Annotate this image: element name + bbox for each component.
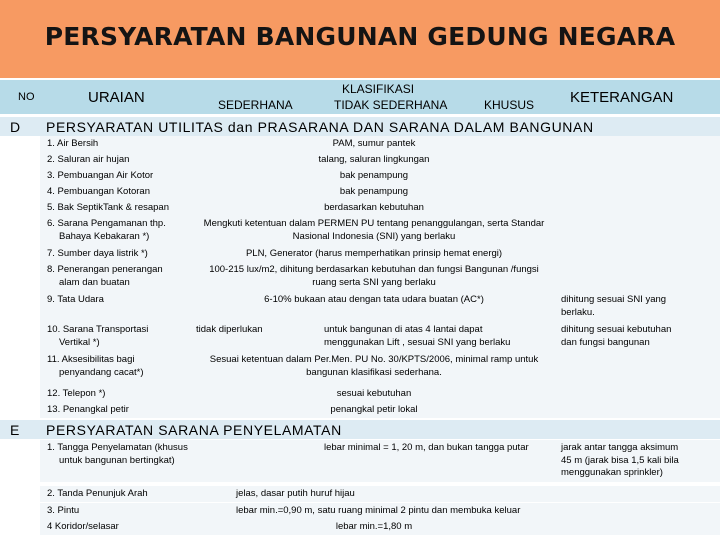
row-label-line: 12. Telepon *) xyxy=(47,388,106,399)
row-value-line: sesuai kebutuhan xyxy=(336,388,412,399)
row-value xyxy=(196,354,552,379)
row-value xyxy=(196,521,552,534)
header-khusus: KHUSUS xyxy=(484,98,535,112)
row-keterangan-line: dan fungsi bangunan xyxy=(561,336,650,348)
row-value xyxy=(196,218,552,243)
row-keterangan-line: 45 m (jarak bisa 1,5 kali bila xyxy=(561,454,679,466)
row-value xyxy=(196,202,552,215)
row-sederhana-value xyxy=(196,324,321,337)
row-keterangan-line: berlaku. xyxy=(561,306,595,318)
row-value xyxy=(196,154,552,167)
row-sederhana-value-line: tidak diperlukan xyxy=(196,324,263,335)
row-value xyxy=(196,138,552,151)
row-value xyxy=(196,186,552,199)
row-value xyxy=(324,324,554,349)
row-label-line: 3. Pintu xyxy=(47,505,80,516)
row-label-line: 4 Koridor/selasar xyxy=(47,521,119,532)
row-label-line: untuk bangunan bertingkat) xyxy=(59,454,175,466)
row-label-line: 1. Tangga Penyelamatan (khusus xyxy=(47,442,188,453)
row-value xyxy=(196,404,552,417)
row-keterangan-line: dihitung sesuai SNI yang xyxy=(561,294,667,305)
row-keterangan xyxy=(561,294,716,319)
header-tidak-sederhana: TIDAK SEDERHANA xyxy=(334,98,448,112)
row-label xyxy=(47,170,197,183)
section-d-header xyxy=(0,117,720,136)
row-value-line: Nasional Indonesia (SNI) yang berlaku xyxy=(292,230,456,242)
row-label-line: 13. Penangkal petir xyxy=(47,404,129,415)
header-uraian: URAIAN xyxy=(88,89,145,106)
row-keterangan-line: jarak antar tangga aksimum xyxy=(561,442,679,453)
header-sederhana: SEDERHANA xyxy=(218,98,293,112)
row-label-line: 3. Pembuangan Air Kotor xyxy=(47,170,154,181)
row-keterangan-line: menggunakan sprinkler) xyxy=(561,467,663,478)
row-label xyxy=(47,294,197,307)
row-label xyxy=(47,154,197,167)
row-label xyxy=(47,521,197,534)
row-value-line: menggunakan Lift , sesuai SNI yang berlaku xyxy=(324,336,511,348)
row-value-line: 100-215 lux/m2, dihitung berdasarkan kebutuhan dan fungsi Bangunan /fungsi xyxy=(209,264,539,275)
row-label-line: alam dan buatan xyxy=(59,276,130,288)
row-label xyxy=(47,248,197,261)
row-label xyxy=(47,442,197,467)
section-e-title: PERSYARATAN SARANA PENYELAMATAN xyxy=(46,422,342,438)
row-keterangan xyxy=(561,324,716,349)
row-label-line: 7. Sumber daya listrik *) xyxy=(47,248,148,259)
row-label-line: penyandang cacat*) xyxy=(59,366,144,378)
row-label-line: 11. Aksesibilitas bagi xyxy=(47,354,135,365)
header-no: NO xyxy=(18,91,35,103)
row-value-line: 6-10% bukaan atau dengan tata udara buatan (AC*) xyxy=(264,294,484,305)
row-value xyxy=(196,294,552,307)
row-value-line: ruang serta SNI yang berlaku xyxy=(312,276,436,288)
row-label-line: Vertikal *) xyxy=(59,336,100,348)
row-value xyxy=(236,488,546,501)
row-value-line: lebar min.=1,80 m xyxy=(335,521,413,532)
row-value-line: berdasarkan kebutuhan xyxy=(324,202,424,213)
row-value-line: jelas, dasar putih huruf hijau xyxy=(236,488,355,499)
page-title: PERSYARATAN BANGUNAN GEDUNG NEGARA xyxy=(44,22,676,51)
header-keterangan: KETERANGAN xyxy=(570,89,674,106)
row-label-line: 6. Sarana Pengamanan thp. xyxy=(47,218,166,229)
row-label-line: 9. Tata Udara xyxy=(47,294,104,305)
row-label xyxy=(47,404,197,417)
row-value xyxy=(236,505,546,518)
row-keterangan xyxy=(561,442,716,480)
row-label xyxy=(47,138,197,151)
row-value-line: Sesuai ketentuan dalam Per.Men. PU No. 30/KPTS/2006, minimal ramp untuk xyxy=(209,354,539,365)
row-label xyxy=(47,505,197,518)
row-value xyxy=(196,388,552,401)
row-value-line: PLN, Generator (harus memperhatikan prinsip hemat energi) xyxy=(245,248,503,259)
header-klasifikasi: KLASIFIKASI xyxy=(342,82,415,96)
row-label xyxy=(47,488,197,501)
row-value-line: bak penampung xyxy=(339,170,409,181)
row-value xyxy=(196,170,552,183)
row-label-line: 2. Saluran air hujan xyxy=(47,154,130,165)
row-label xyxy=(47,388,197,401)
row-label-line: 10. Sarana Transportasi xyxy=(47,324,149,335)
row-label-line: 2. Tanda Penunjuk Arah xyxy=(47,488,148,499)
row-label-line: 4. Pembuangan Kotoran xyxy=(47,186,150,197)
section-d-title: PERSYARATAN UTILITAS dan PRASARANA DAN SARANA DALAM BANGUNAN xyxy=(46,119,594,135)
row-value-line: lebar min.=0,90 m, satu ruang minimal 2 pintu dan membuka keluar xyxy=(236,505,521,516)
row-keterangan-line: dihitung sesuai kebutuhan xyxy=(561,324,672,335)
row-label-line: 8. Penerangan penerangan xyxy=(47,264,163,275)
row-label xyxy=(47,264,197,289)
row-value-line: PAM, sumur pantek xyxy=(332,138,416,149)
row-label-line: 5. Bak SeptikTank & resapan xyxy=(47,202,169,213)
row-value-line: talang, saluran lingkungan xyxy=(318,154,430,165)
row-value-line: untuk bangunan di atas 4 lantai dapat xyxy=(324,324,483,335)
row-label xyxy=(47,218,197,243)
row-value xyxy=(196,248,552,261)
section-e-code: E xyxy=(10,422,20,438)
row-value-line: bangunan klasifikasi sederhana. xyxy=(306,366,442,378)
row-value-line: bak penampung xyxy=(339,186,409,197)
row-label xyxy=(47,324,197,349)
row-label xyxy=(47,354,197,379)
row-label-line: Bahaya Kebakaran *) xyxy=(59,230,150,242)
row-label xyxy=(47,202,197,215)
row-value-line: penangkal petir lokal xyxy=(330,404,418,415)
row-value xyxy=(196,264,552,289)
row-value-line: lebar minimal = 1, 20 m, dan bukan tangga putar xyxy=(324,442,529,453)
row-label-line: 1. Air Bersih xyxy=(47,138,99,149)
section-d-code: D xyxy=(10,119,21,135)
row-value-line: Mengkuti ketentuan dalam PERMEN PU tentang penanggulangan, serta Standar xyxy=(203,218,545,229)
row-label xyxy=(47,186,197,199)
section-e-header xyxy=(0,420,720,439)
